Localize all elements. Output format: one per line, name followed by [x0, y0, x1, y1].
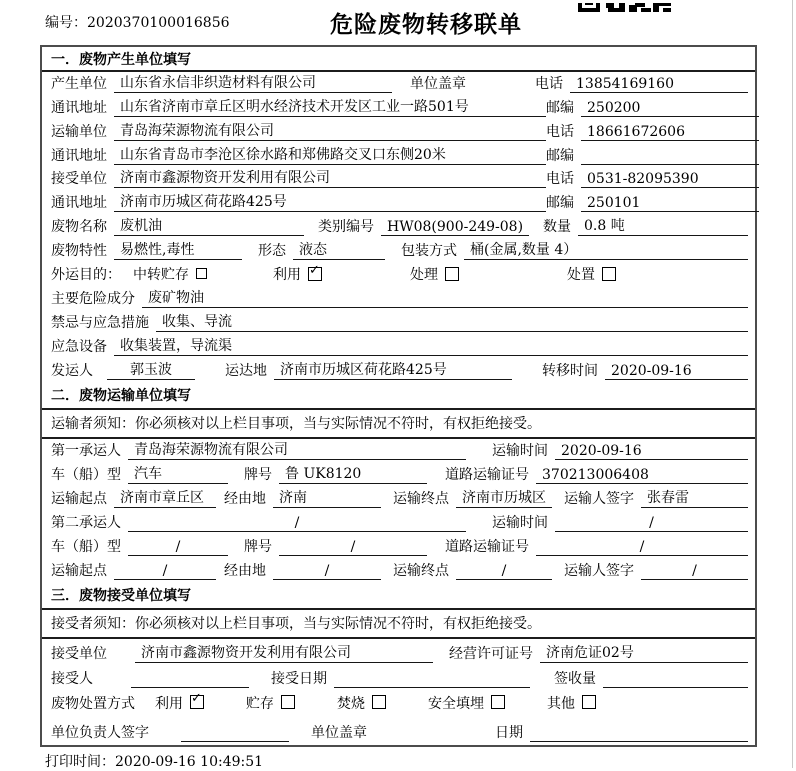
accept-person-value: [131, 687, 249, 688]
utilize-checkbox: ✓: [308, 267, 322, 281]
route2-via-label: 经由地: [224, 562, 266, 579]
seal-date-value: [530, 741, 748, 742]
second-carrier-row: [42, 511, 755, 535]
transfer-date-label: 转移时间: [542, 362, 598, 379]
responsible-sign-label: 单位负责人签字: [51, 725, 149, 741]
destination-value: 济南市历城区荷花路425号: [274, 359, 512, 380]
option-treat-label: 处理: [410, 267, 438, 284]
print-time-label: 打印时间：: [45, 754, 115, 770]
route-via-value: 济南: [273, 487, 381, 508]
quantity-value: 0.8 吨: [578, 215, 748, 236]
shipper-row: [42, 359, 755, 383]
received-amount-value: [603, 687, 748, 688]
packing-value: 桶(金属,数量 4）: [464, 239, 748, 260]
treat-checkbox: [445, 267, 459, 281]
option-store-label: 贮存: [246, 695, 274, 712]
section3-heading: 三．废物接受单位填写: [42, 583, 755, 610]
option-landfill: [428, 693, 505, 713]
incinerate-checkbox: [372, 695, 386, 709]
print-time-value: 2020-09-16 10:49:51: [115, 754, 264, 770]
producer-address-value: 山东省济南市章丘区明水经济技术开发区工业一路501号: [114, 96, 546, 117]
packing-label: 包装方式: [401, 243, 457, 260]
transporter-address-label: 通讯地址: [51, 147, 107, 164]
receiver-phone-label: 电话: [546, 171, 574, 188]
emergency-measures-value: 收集、导流: [156, 311, 748, 332]
plate-number2-label: 牌号: [244, 538, 272, 555]
category-code-label: 类别编号: [318, 219, 374, 236]
option-incinerate-label: 焚烧: [337, 695, 365, 712]
waste-character-label: 废物特性: [51, 243, 107, 260]
first-carrier-label: 第一承运人: [51, 442, 121, 459]
other-checkbox: [582, 695, 596, 709]
option-dispose-label: 处置: [567, 267, 595, 284]
route-end-label: 运输终点: [393, 490, 449, 507]
route2-end-value: /: [456, 563, 552, 580]
form-state-label: 形态: [258, 243, 286, 260]
receiver-zip-value: 250101: [581, 195, 759, 212]
first-carrier-row: [42, 439, 755, 463]
receiver-notice: 接受者须知：你必须核对以上栏目事项，当与实际情况不符时，有权拒绝接受。: [42, 610, 755, 639]
transporter-zip-label: 邮编: [546, 147, 574, 164]
form-state-value: 液态: [293, 239, 385, 260]
accept-unit-row: [42, 639, 755, 666]
transfer-date-value: 2020-09-16: [605, 363, 748, 380]
option-dispose: [567, 264, 616, 284]
emergency-equipment-label: 应急设备: [51, 338, 107, 355]
transporter-zip-value: [581, 164, 759, 165]
transport-purpose-row: [42, 263, 755, 287]
transporter-address-value: 山东省青岛市李沧区徐水路和郑佛路交叉口东侧20米: [114, 144, 546, 165]
option-store: [246, 693, 295, 713]
route2-via-value: /: [273, 563, 381, 580]
receiver-address-label: 通讯地址: [51, 195, 107, 212]
option-other-label: 其他: [547, 695, 575, 712]
receiver-phone-value: 0531-82095390: [581, 171, 759, 188]
transporter-phone-label: 电话: [546, 123, 574, 140]
transporter-sign-label: 运输人签字: [564, 490, 634, 507]
transporter-unit-label: 运输单位: [51, 123, 107, 140]
vehicle-type2-row: [42, 535, 755, 559]
waste-transfer-form: [40, 45, 757, 747]
road-permit2-value: /: [536, 539, 748, 556]
producer-phone-value: 13854169160: [570, 76, 748, 93]
road-permit2-label: 道路运输证号: [445, 538, 529, 555]
route-via-label: 经由地: [224, 490, 266, 507]
producer-zip-label: 邮编: [546, 99, 574, 116]
accept-person-label: 接受人: [51, 670, 93, 687]
received-amount-label: 签收量: [554, 670, 596, 687]
form-title: 危险废物转移联单: [330, 12, 522, 38]
disposal-utilize-checkbox: ✓: [190, 695, 204, 709]
serial-number-line: [45, 12, 230, 32]
unit-seal-label: 单位盖章: [410, 75, 466, 92]
section2-heading: 二．废物运输单位填写: [42, 383, 755, 410]
option-treat: [410, 264, 459, 284]
license-value: 济南危证02号: [540, 642, 748, 663]
transporter2-sign-label: 运输人签字: [564, 562, 634, 579]
producer-unit-label: 产生单位: [51, 75, 107, 92]
disposal-method-label: 废物处置方式: [51, 695, 135, 712]
transport-purpose-label: 外运目的：: [51, 267, 121, 284]
option-disposal-utilize-label: 利用: [155, 695, 183, 712]
store-checkbox: [281, 695, 295, 709]
vehicle-type-label: 车（船）型: [51, 466, 121, 483]
receiver-unit-row: [42, 168, 755, 192]
road-permit-label: 道路运输证号: [445, 466, 529, 483]
first-carrier-value: 青岛海荣源物流有限公司: [128, 439, 466, 460]
option-landfill-label: 安全填埋: [428, 695, 484, 712]
transporter-unit-row: [42, 120, 755, 144]
emergency-equipment-row: [42, 335, 755, 359]
route2-row: [42, 559, 755, 583]
option-transit-storage: [133, 264, 207, 284]
producer-zip-value: 250200: [581, 100, 759, 117]
route-end-value: 济南市历城区: [456, 487, 552, 508]
second-carrier-label: 第二承运人: [51, 514, 121, 531]
responsible-sign-value: [181, 741, 289, 742]
route2-end-label: 运输终点: [393, 562, 449, 579]
landfill-checkbox: [491, 695, 505, 709]
receiver-address-row: [42, 191, 755, 215]
producer-address-label: 通讯地址: [51, 99, 107, 116]
route-origin-value: 济南市章丘区: [114, 487, 216, 508]
route-row: [42, 487, 755, 511]
hazard-component-label: 主要危险成分: [51, 290, 135, 307]
destination-label: 运达地: [225, 362, 267, 379]
transporter-address-row: [42, 144, 755, 168]
waste-name-row: [42, 215, 755, 239]
producer-unit-value: 山东省永信非织造材料有限公司: [114, 72, 392, 93]
accept-date-label: 接受日期: [271, 670, 327, 687]
accept-date-value: [334, 687, 530, 688]
serial-number: 2020370100016856: [87, 15, 230, 31]
section1-heading: 一．废物产生单位填写: [42, 47, 755, 72]
waste-character-row: [42, 239, 755, 263]
option-transit-storage-label: 中转贮存: [133, 267, 189, 284]
route2-origin-value: /: [114, 563, 216, 580]
seal-date-label: 日期: [495, 725, 523, 741]
option-utilize-label: 利用: [273, 267, 301, 284]
transporter-phone-value: 18661672606: [581, 124, 759, 141]
receiver-address-value: 济南市历城区荷花路425号: [114, 191, 546, 212]
waste-name-label: 废物名称: [51, 219, 107, 236]
second-carrier-value: /: [128, 515, 466, 532]
hazard-component-value: 废矿物油: [142, 287, 748, 308]
accept-person-row: [42, 666, 755, 691]
plate-number-label: 牌号: [244, 466, 272, 483]
license-label: 经营许可证号: [449, 645, 533, 662]
receiver-zip-label: 邮编: [546, 195, 574, 212]
road-permit-value: 370213006408: [536, 467, 748, 484]
accept-unit-value: 济南市鑫源物资开发利用有限公司: [135, 642, 433, 663]
transporter2-sign-value: /: [641, 563, 748, 580]
option-disposal-utilize: [155, 693, 204, 713]
producer-phone-label: 电话: [535, 75, 563, 92]
emergency-measures-label: 禁忌与应急措施: [51, 314, 149, 331]
plate-number-value: 鲁 UK8120: [279, 463, 427, 484]
waste-character-value: 易燃性,毒性: [114, 239, 242, 260]
shipper-value: 郭玉波: [107, 359, 195, 380]
option-incinerate: [337, 693, 386, 713]
transit-storage-checkbox: [196, 268, 207, 279]
vehicle-type-row: [42, 463, 755, 487]
vehicle-type2-value: /: [128, 539, 228, 556]
category-code-value: HW08(900-249-08): [381, 219, 529, 236]
dispose-checkbox: [602, 267, 616, 281]
route2-origin-label: 运输起点: [51, 562, 107, 579]
hazard-component-row: [42, 287, 755, 311]
receiver-unit-label: 接受单位: [51, 171, 107, 188]
serial-label: 编号：: [45, 15, 87, 31]
waste-name-value: 废机油: [114, 215, 304, 236]
producer-unit-row: [42, 72, 755, 96]
quantity-label: 数量: [543, 219, 571, 236]
unit-seal2-label: 单位盖章: [311, 725, 367, 741]
print-time-line: [45, 751, 263, 771]
transporter-notice: 运输者须知：你必须核对以上栏目事项，当与实际情况不符时，有权拒绝接受。: [42, 410, 755, 439]
transporter-unit-value: 青岛海荣源物流有限公司: [114, 120, 546, 141]
producer-address-row: [42, 96, 755, 120]
emergency-measures-row: [42, 311, 755, 335]
disposal-method-row: [42, 691, 755, 716]
page-edge-line: [792, 0, 793, 768]
option-other: [547, 693, 596, 713]
transport-time-label: 运输时间: [492, 442, 548, 459]
qr-code-partial-icon: [578, 0, 674, 9]
shipper-label: 发运人: [51, 362, 93, 379]
responsible-sign-row: [42, 716, 755, 745]
vehicle-type-value: 汽车: [128, 463, 228, 484]
emergency-equipment-value: 收集装置，导流渠: [114, 335, 748, 356]
transport-time2-value: /: [555, 515, 748, 532]
transport-time-value: 2020-09-16: [555, 443, 748, 460]
accept-unit-label: 接受单位: [51, 645, 107, 662]
receiver-unit-value: 济南市鑫源物资开发利用有限公司: [114, 167, 546, 188]
option-utilize: [273, 264, 322, 284]
route-origin-label: 运输起点: [51, 490, 107, 507]
transport-time2-label: 运输时间: [492, 514, 548, 531]
vehicle-type2-label: 车（船）型: [51, 538, 121, 555]
transporter-sign-value: 张春雷: [641, 487, 748, 508]
plate-number2-value: /: [279, 539, 427, 556]
